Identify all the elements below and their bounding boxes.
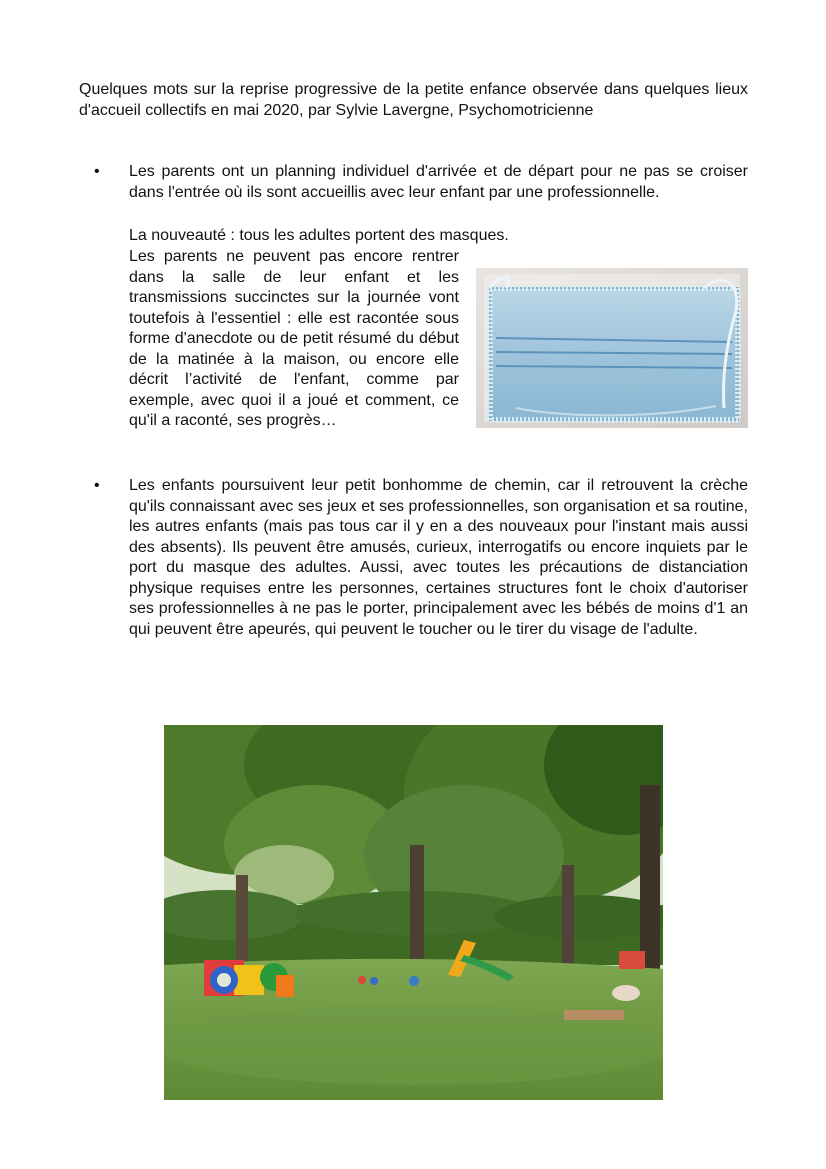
intro-paragraph: Quelques mots sur la reprise progressive de la petite enfance observée dans quelques lieux d'accueil collectifs en mai 2020, par Sylvie Lavergne, Psychomotricienne	[79, 81, 748, 119]
surgical-mask-photo	[476, 268, 748, 428]
daycare-garden-photo	[164, 725, 663, 1100]
bullet-marker: •	[94, 477, 100, 494]
bullet1-transmissions-paragraph: Les parents ne peuvent pas encore rentrer dans la salle de leur enfant et les transmissions succinctes sur la journée vont toutefois à l'essentiel : elle est racontée sous forme d'anecdote ou de petit résumé du début de la matinée à la maison, ou encore elle décrit l’activité de l'enfant, comme par exemple, avec quoi il a joué et comment, ce qu'il a raconté, ses progrès…	[129, 248, 459, 429]
bullet2-paragraph: Les enfants poursuivent leur petit bonhomme de chemin, car il retrouvent la crèche qu'ils connaissant avec ses jeux et ses professionnelles, son organisation et sa routine, les autres enfants (mais pas tous car il y en a des nouveaux pour l'instant mais aussi des absents). Ils peuvent être amusés, curieux, interrogatifs ou encore inquiets par le port du masque des adultes. Aussi, avec toutes les précautions de distanciation physique requises entre les personnes, certaines structures font le choix d'autoriser ses professionnelles à ne pas le porter, principalement avec les bébés de moins d'1 an qui peuvent être apeurés, qui peuvent le toucher ou le tirer du visage de l'adulte.	[129, 477, 748, 638]
bullet-marker: •	[94, 163, 100, 180]
bullet1-paragraph: Les parents ont un planning individuel d'arrivée et de départ pour ne pas se croiser dans l'entrée où ils sont accueillis avec leur enfant par une professionnelle.	[129, 163, 748, 201]
bullet1-masks-line: La nouveauté : tous les adultes portent des masques.	[129, 227, 509, 244]
